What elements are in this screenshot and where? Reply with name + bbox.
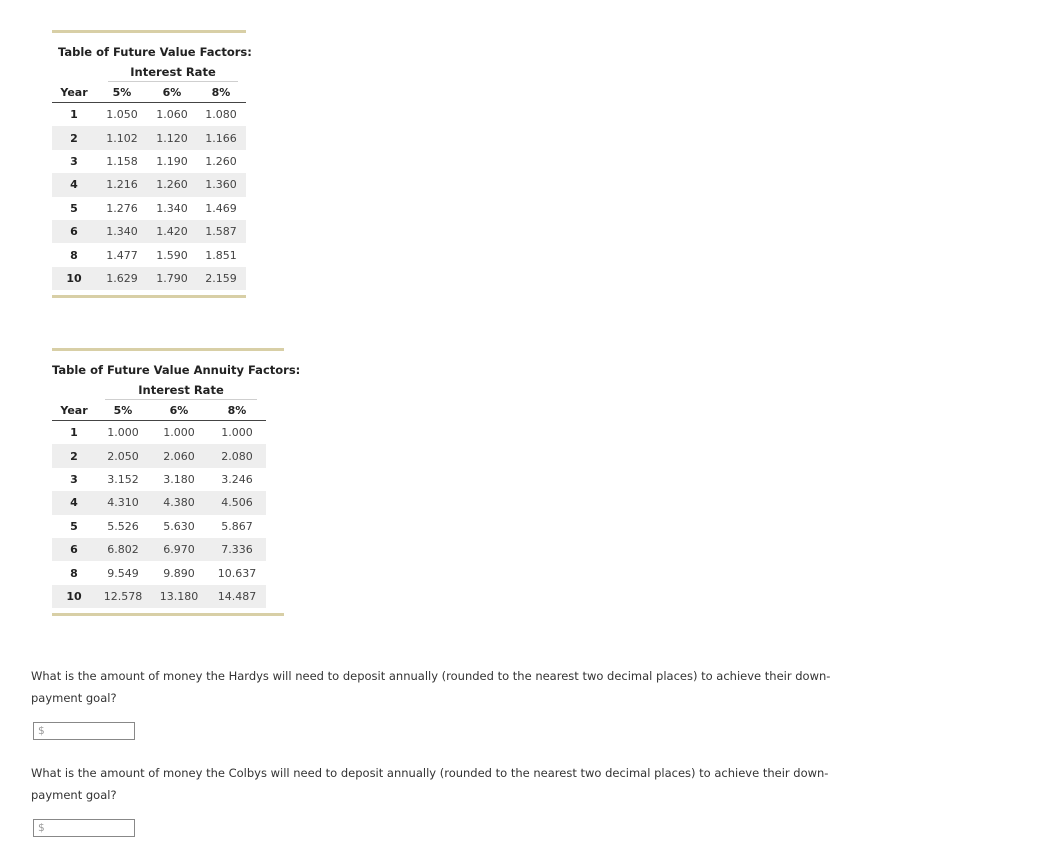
column-header: 5%: [113, 403, 133, 417]
fv-table-title: Table of Future Value Factors:: [58, 45, 252, 59]
table-cell: 1.102: [96, 126, 148, 149]
table-row: [52, 267, 246, 290]
column-header: 6%: [162, 85, 182, 99]
table-row: [52, 585, 266, 608]
table-cell: 3.246: [221, 472, 253, 486]
table-cell: 2.060: [150, 444, 208, 467]
table-cell: 1.080: [205, 108, 237, 122]
table-cell: 6.802: [96, 538, 150, 561]
table-cell: 1.166: [196, 126, 246, 149]
fva-table-subheader: Interest Rate: [138, 383, 224, 397]
fva-table-bottom-rule: [52, 613, 284, 616]
column-header: 8%: [211, 85, 231, 99]
question-hardys: What is the amount of money the Hardys will need to deposit annually (rounded to the nearest two decimal places) to achieve their down-payment goal?: [31, 669, 831, 705]
table-cell: 9.549: [107, 566, 139, 580]
table-row: [52, 197, 246, 220]
table-cell: 1.158: [106, 154, 138, 168]
table-cell: 10: [52, 267, 96, 290]
table-row: [52, 538, 266, 561]
column-header: 5%: [112, 85, 132, 99]
table-cell: 1.477: [106, 248, 138, 262]
column-header: Year: [60, 85, 88, 99]
table-cell: 1.360: [196, 173, 246, 196]
table-cell: 2: [52, 444, 96, 467]
table-cell: 3: [70, 472, 78, 486]
table-cell: 5.526: [107, 519, 139, 533]
answer-input-colbys[interactable]: [33, 819, 135, 837]
table-cell: 6.970: [150, 538, 208, 561]
column-header: 8%: [227, 403, 247, 417]
table-cell: 1.050: [106, 108, 138, 122]
table-cell: 1.629: [96, 267, 148, 290]
table-cell: 1.590: [156, 248, 188, 262]
answer-input-hardys[interactable]: [33, 722, 135, 740]
table-cell: 2.159: [196, 267, 246, 290]
table-row: [52, 515, 266, 538]
table-cell: 3.180: [163, 472, 195, 486]
table-cell: 4.310: [96, 491, 150, 514]
table-row: [52, 220, 246, 243]
table-cell: 5: [70, 519, 78, 533]
table-cell: 4.380: [150, 491, 208, 514]
table-cell: 1.260: [148, 173, 196, 196]
table-row: [52, 126, 246, 149]
table-cell: 2: [52, 126, 96, 149]
table-cell: 1.851: [205, 248, 237, 262]
table-cell: 1.276: [106, 201, 138, 215]
table-cell: 1.340: [96, 220, 148, 243]
table-header-row: [52, 82, 246, 103]
table-cell: 14.487: [208, 585, 266, 608]
table-cell: 1.587: [196, 220, 246, 243]
table-cell: 1.420: [148, 220, 196, 243]
dollar-prefix: $: [38, 725, 45, 737]
table-row: [52, 150, 246, 173]
fv-factors-table-block: [52, 30, 252, 298]
table-cell: 1.000: [163, 426, 195, 440]
table-cell: 8: [70, 248, 78, 262]
table-cell: 5.867: [221, 519, 253, 533]
table-cell: 1.469: [205, 201, 237, 215]
table-cell: 3: [70, 154, 78, 168]
table-cell: 3.152: [107, 472, 139, 486]
table-cell: 5: [70, 201, 78, 215]
table-cell: 12.578: [96, 585, 150, 608]
table-cell: 1.000: [107, 426, 139, 440]
fva-factors-table-block: [52, 348, 301, 616]
table-cell: 1.120: [148, 126, 196, 149]
table-cell: 1.340: [156, 201, 188, 215]
table-cell: 4.506: [208, 491, 266, 514]
table-cell: 4: [52, 173, 96, 196]
table-cell: 7.336: [208, 538, 266, 561]
table-cell: 2.050: [96, 444, 150, 467]
dollar-prefix: $: [38, 822, 45, 834]
table-cell: 1.060: [156, 108, 188, 122]
table-cell: 13.180: [150, 585, 208, 608]
table-cell: 8: [70, 566, 78, 580]
column-header: Year: [60, 403, 88, 417]
table-row: [52, 421, 266, 445]
table-cell: 1: [70, 108, 78, 122]
fv-factors-table: [52, 82, 246, 290]
question-colbys: What is the amount of money the Colbys will need to deposit annually (rounded to the nearest two decimal places) to achieve their down-payment goal?: [31, 766, 829, 802]
table-header-row: [52, 400, 266, 421]
fva-table-title: Table of Future Value Annuity Factors:: [52, 363, 301, 377]
fv-table-top-rule: [52, 30, 246, 33]
table-row: [52, 468, 266, 491]
table-cell: 9.890: [163, 566, 195, 580]
fva-table-top-rule: [52, 348, 284, 351]
table-cell: 5.630: [163, 519, 195, 533]
table-row: [52, 561, 266, 584]
table-cell: 4: [52, 491, 96, 514]
table-row: [52, 491, 266, 514]
table-cell: 1.216: [96, 173, 148, 196]
table-cell: 10: [52, 585, 96, 608]
table-row: [52, 444, 266, 467]
fv-table-bottom-rule: [52, 295, 246, 298]
table-row: [52, 243, 246, 266]
table-cell: 1.260: [205, 154, 237, 168]
column-header: 6%: [169, 403, 189, 417]
table-cell: 1: [70, 426, 78, 440]
table-cell: 10.637: [217, 566, 257, 580]
table-row: [52, 173, 246, 196]
table-cell: 1.000: [221, 426, 253, 440]
fv-table-subheader: Interest Rate: [130, 65, 216, 79]
table-cell: 6: [52, 538, 96, 561]
table-cell: 6: [52, 220, 96, 243]
fva-factors-table: [52, 400, 266, 608]
table-cell: 1.190: [156, 154, 188, 168]
table-cell: 2.080: [208, 444, 266, 467]
table-cell: 1.790: [148, 267, 196, 290]
table-row: [52, 103, 246, 127]
